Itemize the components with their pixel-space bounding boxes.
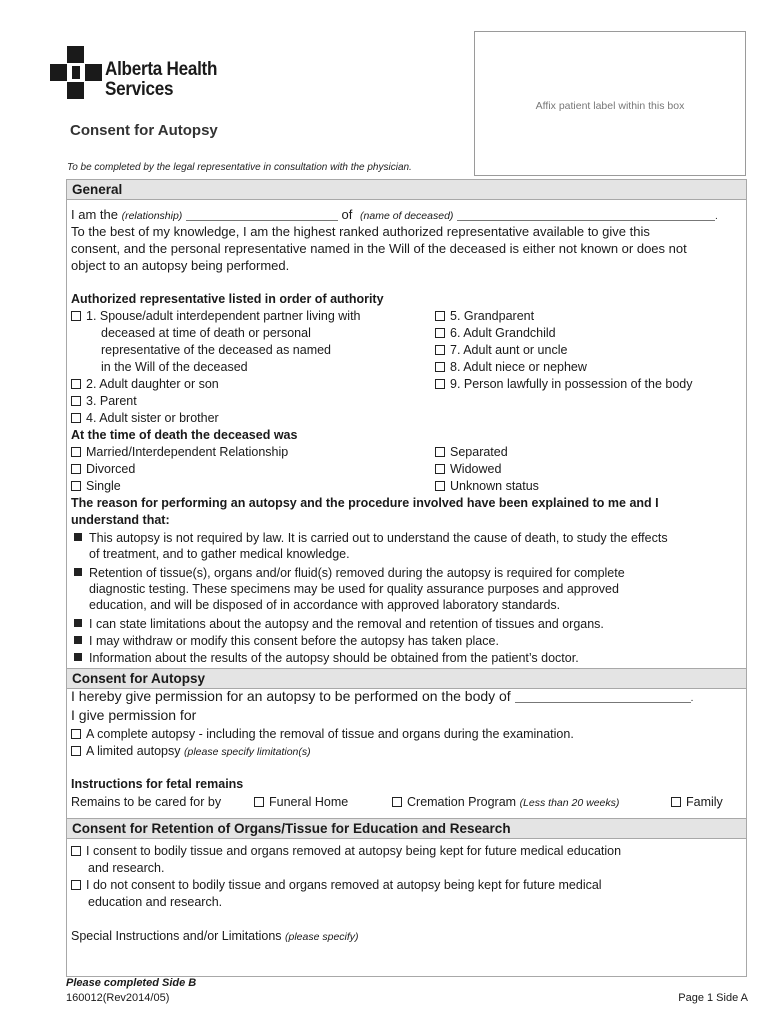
checkbox[interactable]: [71, 464, 81, 474]
reason-line-2: understand that:: [71, 513, 170, 527]
authority-option-4[interactable]: 4. Adult sister or brother: [71, 410, 219, 427]
bullet-5: Information about the results of the autopsy should be obtained from the patient’s doctor.: [74, 650, 579, 667]
i-am-the-label: I am the: [71, 207, 118, 222]
retention-noconsent-option[interactable]: I do not consent to bodily tissue and organs removed at autopsy being kept for future medical: [71, 877, 602, 894]
authority-option-8[interactable]: 8. Adult niece or nephew: [435, 359, 587, 376]
checkbox[interactable]: [435, 362, 445, 372]
bullet-icon: [74, 653, 82, 661]
authority-option-1[interactable]: 1. Spouse/adult interdependent partner living with: [71, 308, 361, 325]
authority-option-3[interactable]: 3. Parent: [71, 393, 137, 410]
checkbox[interactable]: [71, 379, 81, 389]
bullet-icon: [74, 636, 82, 644]
of-label: of: [341, 207, 353, 222]
retention-noconsent-cont: education and research.: [88, 895, 223, 909]
checkbox[interactable]: [671, 797, 681, 807]
checkbox[interactable]: [71, 846, 81, 856]
retention-consent-cont: and research.: [88, 861, 165, 875]
checkbox[interactable]: [71, 396, 81, 406]
patient-label-text: Affix patient label within this box: [535, 100, 685, 112]
ahs-cross-icon: [50, 46, 102, 100]
body-name-field[interactable]: [515, 691, 691, 703]
checkbox[interactable]: [71, 481, 81, 491]
bullet-icon: [74, 533, 82, 541]
status-widowed[interactable]: Widowed: [435, 461, 501, 478]
org-name-line2: Services: [105, 79, 174, 100]
checkbox[interactable]: [71, 311, 81, 321]
checkbox[interactable]: [71, 729, 81, 739]
patient-label-box: [474, 31, 746, 176]
form-code: 160012(Rev2014/05): [66, 992, 170, 1004]
checkbox[interactable]: [435, 464, 445, 474]
document-subtitle: To be completed by the legal representative in consultation with the physician.: [67, 162, 412, 173]
knowledge-line-3: object to an autopsy being performed.: [71, 258, 290, 273]
checkbox[interactable]: [435, 447, 445, 457]
status-married[interactable]: Married/Interdependent Relationship: [71, 444, 288, 461]
checkbox[interactable]: [71, 413, 81, 423]
knowledge-line-1: To the best of my knowledge, I am the highest ranked authorized representative available to give this: [71, 224, 650, 239]
relationship-field[interactable]: [186, 209, 338, 221]
deceased-name-field[interactable]: [457, 209, 715, 221]
section-retention-heading: Consent for Retention of Organs/Tissue for Education and Research: [67, 818, 746, 839]
status-heading: At the time of death the deceased was: [71, 428, 298, 442]
status-divorced[interactable]: Divorced: [71, 461, 135, 478]
org-name-line1: Alberta Health: [105, 59, 218, 80]
special-instructions-label: Special Instructions and/or Limitations (please specify): [71, 929, 359, 943]
remains-cared-label: Remains to be cared for by: [71, 795, 222, 809]
bullet-1-cont: of treatment, and to gather medical knowledge.: [89, 547, 350, 561]
i-am-the-line: I am the (relationship) of (name of deceased) .: [71, 207, 718, 222]
checkbox[interactable]: [435, 311, 445, 321]
family-option[interactable]: Family: [671, 794, 723, 811]
checkbox[interactable]: [435, 481, 445, 491]
fetal-remains-heading: Instructions for fetal remains: [71, 777, 244, 791]
reason-line-1: The reason for performing an autopsy and the procedure involved have been explained to me and I: [71, 496, 659, 510]
checkbox[interactable]: [435, 328, 445, 338]
document-title: Consent for Autopsy: [70, 122, 218, 139]
authority-option-1-cont: deceased at time of death or personal: [101, 326, 311, 340]
bullet-4: I may withdraw or modify this consent before the autopsy has taken place.: [74, 633, 499, 650]
special-instructions-hint: (please specify): [285, 931, 359, 943]
authority-option-1-cont: representative of the deceased as named: [101, 343, 332, 357]
cremation-program-option[interactable]: Cremation Program (Less than 20 weeks): [392, 794, 619, 812]
permission-for-label: I give permission for: [71, 707, 197, 723]
bullet-2: Retention of tissue(s), organs and/or fluid(s) removed during the autopsy is required for complete: [74, 565, 625, 582]
authority-option-6[interactable]: 6. Adult Grandchild: [435, 325, 556, 342]
checkbox[interactable]: [71, 746, 81, 756]
cremation-hint: (Less than 20 weeks): [519, 797, 620, 809]
funeral-home-option[interactable]: Funeral Home: [254, 794, 348, 811]
authority-option-1-cont: in the Will of the deceased: [101, 360, 248, 374]
ahs-logo: [50, 46, 230, 102]
bullet-2-cont: education, and will be disposed of in accordance with approved laboratory standards.: [89, 598, 561, 612]
authority-option-7[interactable]: 7. Adult aunt or uncle: [435, 342, 567, 359]
bullet-1: This autopsy is not required by law. It is carried out to understand the cause of death, to study the effects: [74, 530, 668, 547]
checkbox[interactable]: [392, 797, 402, 807]
checkbox[interactable]: [71, 447, 81, 457]
checkbox[interactable]: [435, 379, 445, 389]
authority-heading: Authorized representative listed in order of authority: [71, 292, 384, 306]
status-single[interactable]: Single: [71, 478, 121, 495]
status-unknown[interactable]: Unknown status: [435, 478, 539, 495]
page-indicator: Page 1 Side A: [678, 992, 748, 1004]
bullet-2-cont: diagnostic testing. These specimens may be used for quality assurance purposes and approved: [89, 582, 619, 596]
deceased-name-hint: (name of deceased): [360, 210, 454, 222]
limited-autopsy-hint: (please specify limitation(s): [183, 746, 311, 758]
bullet-icon: [74, 619, 82, 627]
permission-line: I hereby give permission for an autopsy to be performed on the body of .: [71, 688, 694, 704]
complete-autopsy-option[interactable]: A complete autopsy - including the removal of tissue and organs during the examination.: [71, 726, 574, 743]
section-general-heading: General: [67, 179, 746, 200]
authority-option-5[interactable]: 5. Grandparent: [435, 308, 534, 325]
checkbox[interactable]: [71, 880, 81, 890]
bullet-3: I can state limitations about the autopsy and the removal and retention of tissues and organs.: [74, 616, 604, 633]
retention-consent-option[interactable]: I consent to bodily tissue and organs removed at autopsy being kept for future medical education: [71, 843, 621, 860]
section-consent-heading: Consent for Autopsy: [67, 668, 746, 689]
authority-option-9[interactable]: 9. Person lawfully in possession of the body: [435, 376, 693, 393]
knowledge-line-2: consent, and the personal representative named in the Will of the deceased is either not known or does not: [71, 241, 687, 256]
status-separated[interactable]: Separated: [435, 444, 508, 461]
authority-option-2[interactable]: 2. Adult daughter or son: [71, 376, 219, 393]
relationship-hint: (relationship): [121, 210, 183, 222]
checkbox[interactable]: [254, 797, 264, 807]
bullet-icon: [74, 568, 82, 576]
limited-autopsy-option[interactable]: A limited autopsy (please specify limitation(s): [71, 743, 311, 761]
checkbox[interactable]: [435, 345, 445, 355]
footer-note: Please completed Side B: [66, 977, 197, 989]
